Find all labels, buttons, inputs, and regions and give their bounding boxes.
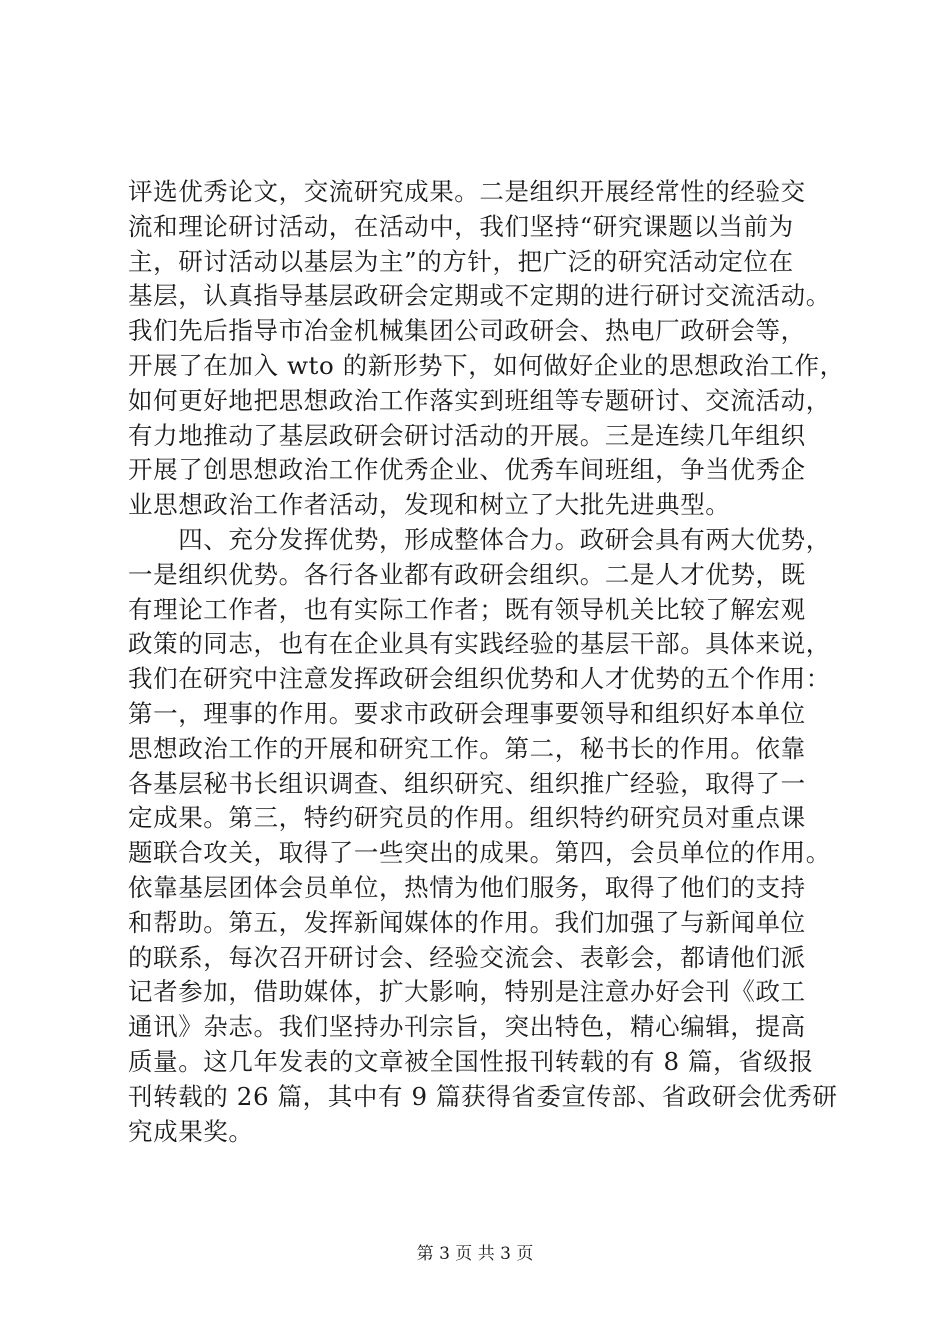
text-line: 我们先后指导市冶金机械集团公司政研会、热电厂政研会等， (128, 316, 806, 346)
text-line: 究成果奖。 (128, 1116, 254, 1146)
text-line: 依靠基层团体会员单位，热情为他们服务，取得了他们的支持 (128, 872, 806, 902)
text-line: 基层，认真指导基层政研会定期或不定期的进行研讨交流活动。 (128, 281, 831, 311)
text-line: 业思想政治工作者活动，发现和树立了大批先进典型。 (128, 490, 731, 520)
text-line: 质量。这几年发表的文章被全国性报刊转载的有 8 篇，省级报 (128, 1046, 814, 1076)
text-line: 记者参加，借助媒体，扩大影响，特别是注意办好会刊《政工 (128, 977, 806, 1007)
text-line: 刊转载的 26 篇，其中有 9 篇获得省委宣传部、省政研会优秀研 (128, 1081, 838, 1111)
text-line: 通讯》杂志。我们坚持办刊宗旨，突出特色，精心编辑，提高 (128, 1012, 806, 1042)
body-text (128, 175, 858, 1149)
text-line: 开展了创思想政治工作优秀企业、优秀车间班组，争当优秀企 (128, 455, 806, 485)
text-line: 如何更好地把思想政治工作落实到班组等专题研讨、交流活动， (128, 385, 831, 415)
text-line: 各基层秘书长组识调查、组织研究、组织推广经验，取得了一 (128, 768, 806, 798)
text-line: 流和理论研讨活动，在活动中，我们坚持“研究课题以当前为 (128, 211, 794, 241)
text-line: 定成果。第三，特约研究员的作用。组织特约研究员对重点课 (128, 803, 806, 833)
page-number-footer: 第 3 页 共 3 页 (416, 1244, 534, 1264)
text-line: 我们在研究中注意发挥政研会组织优势和人才优势的五个作用： (128, 664, 831, 694)
text-line: 开展了在加入 wto 的新形势下，如何做好企业的思想政治工作， (128, 350, 845, 380)
text-line: 第一，理事的作用。要求市政研会理事要领导和组织好本单位 (128, 698, 806, 728)
text-line: 题联合攻关，取得了一些突出的成果。第四，会员单位的作用。 (128, 838, 831, 868)
text-line: 主，研讨活动以基层为主”的方针，把广泛的研究活动定位在 (128, 246, 794, 276)
text-line: 有理论工作者，也有实际工作者；既有领导机关比较了解宏观 (128, 594, 806, 624)
text-line: 政策的同志，也有在企业具有实践经验的基层干部。具体来说， (128, 629, 831, 659)
text-line: 的联系，每次召开研讨会、经验交流会、表彰会，都请他们派 (128, 942, 806, 972)
text-line: 四、充分发挥优势，形成整体合力。政研会具有两大优势， (128, 524, 831, 554)
text-line: 思想政治工作的开展和研究工作。第二，秘书长的作用。依靠 (128, 733, 806, 763)
text-line: 评选优秀论文，交流研究成果。二是组织开展经常性的经验交 (128, 177, 806, 206)
text-line: 有力地推动了基层政研会研讨活动的开展。三是连续几年组织 (128, 420, 806, 450)
text-line: 和帮助。第五，发挥新闻媒体的作用。我们加强了与新闻单位 (128, 907, 806, 937)
text-line: 一是组织优势。各行各业都有政研会组织。二是人才优势，既 (128, 559, 806, 589)
